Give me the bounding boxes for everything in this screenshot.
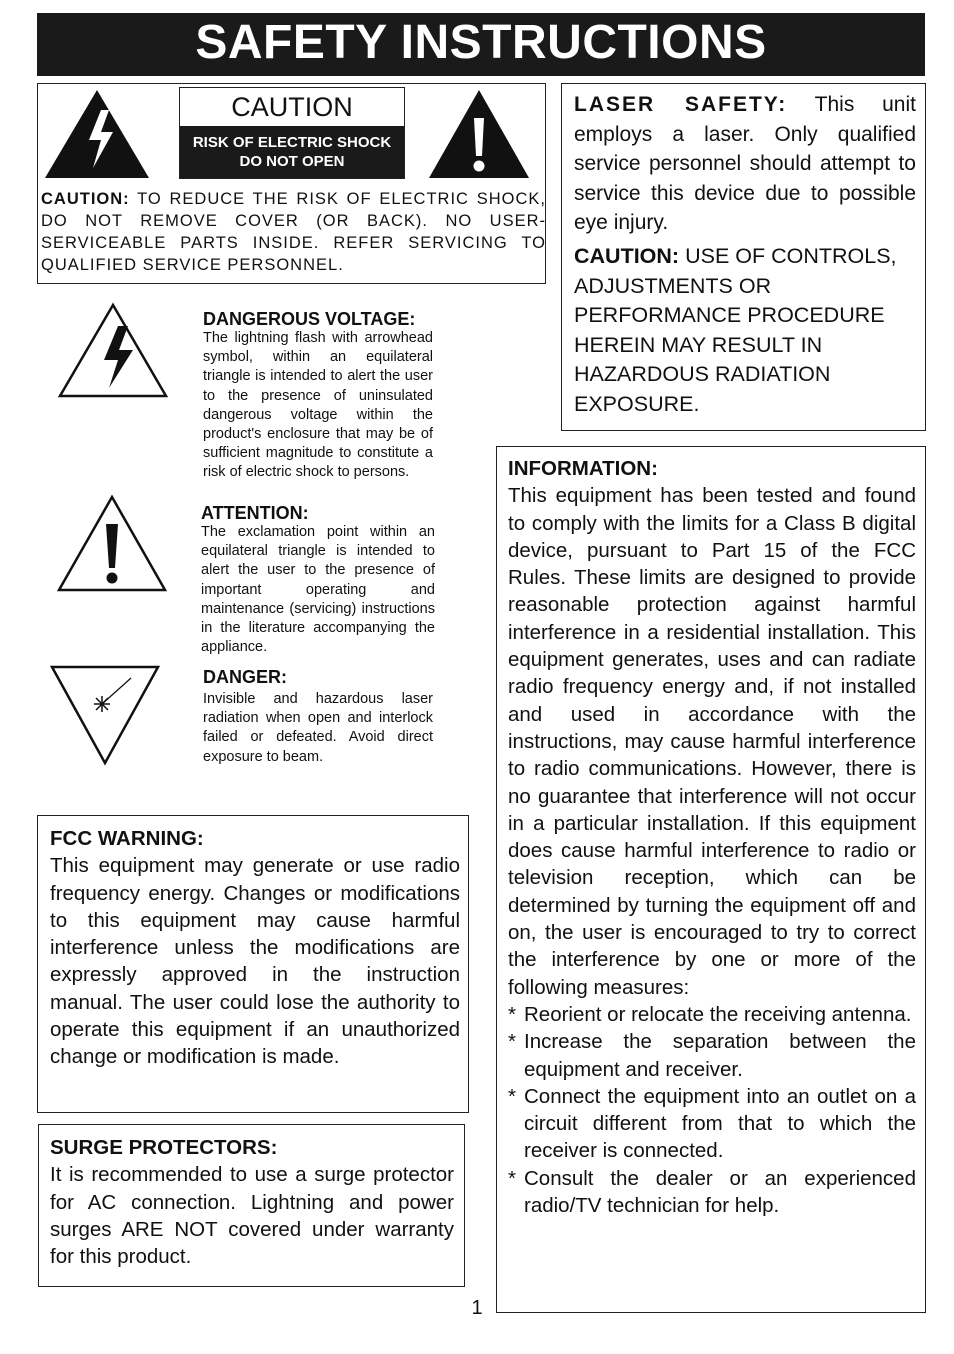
exclamation-triangle-outline-icon: [56, 494, 168, 592]
caution-label-line2: DO NOT OPEN: [239, 153, 345, 170]
laser-caution-lead: CAUTION:: [574, 244, 680, 268]
attention-title: ATTENTION:: [201, 503, 309, 523]
page-title: SAFETY INSTRUCTIONS: [37, 13, 925, 76]
laser-safety-body: This unit employs a laser. Only qualified service personnel should attempt to service this device due to possible eye injury.: [574, 93, 916, 234]
page-number: 1: [471, 1297, 483, 1319]
laser-caution-body: USE OF CONTROLS, ADJUSTMENTS OR PERFORMANCE PROCEDURE HEREIN MAY RESULT IN HAZARDOUS RADIATION EXPOSURE.: [574, 244, 897, 416]
caution-text-body: TO REDUCE THE RISK OF ELECTRIC SHOCK, DO NOT REMOVE COVER (OR BACK). NO USER-SERVICEABLE PARTS INSIDE. REFER SERVICING TO QUALIFIED SERVICE PERSONNEL.: [41, 190, 546, 274]
lightning-triangle-outline-icon: [57, 302, 169, 398]
caution-text: [41, 188, 546, 276]
fcc-warning-section: [50, 825, 460, 1071]
information-title: INFORMATION:: [508, 457, 658, 480]
information-body: This equipment has been tested and found to comply with the limits for a Class B digital device, pursuant to Part 15 of the FCC Rules. These limits are designed to provide reasonable protection against harmful interference in a residential installation. This equipment generates, uses and can radiate radio frequency energy and, if not installed and used in accordance with the instructions, may cause harmful interference to radio communications. However, there is no guarantee that interference will not occur in a particular installation. If this equipment does cause harmful interference to radio or television reception, which can be determined by turning the equipment off and on, the user is encouraged to try to correct the interference by one or more of the following measures:: [508, 484, 916, 999]
caution-label-title: CAUTION: [231, 92, 353, 122]
laser-safety-text: [574, 90, 916, 238]
caution-text-lead: CAUTION:: [41, 190, 130, 208]
surge-protectors-title: SURGE PROTECTORS:: [50, 1136, 278, 1159]
laser-triangle-icon: [49, 664, 161, 766]
list-item: * Reorient or relocate the receiving antenna.: [508, 1002, 912, 1026]
information-section: [508, 455, 916, 1219]
attention-text: The exclamation point within an equilateral triangle is intended to alert the user to the presence of important operating and maintenance (servicing) instructions in the literature accompanying the appliance.: [201, 524, 435, 656]
list-item: * Increase the separation between the equipment and receiver.: [508, 1030, 916, 1081]
danger-section: [203, 667, 433, 767]
list-item: * Consult the dealer or an experienced radio/TV technician for help.: [508, 1166, 916, 1218]
laser-safety-lead: LASER SAFETY:: [574, 93, 788, 116]
surge-protectors-section: [50, 1134, 454, 1270]
fcc-warning-body: This equipment may generate or use radio frequency energy. Changes or modifications to this equipment may cause harmful interference unless the modifications are expressly approved in the instruction manual. The user could lose the authority to operate this equipment if an unauthorized change or modification is made.: [50, 854, 460, 1069]
dangerous-voltage-title: DANGEROUS VOLTAGE:: [203, 309, 416, 329]
caution-label: [179, 87, 405, 179]
list-item: * Connect the equipment into an outlet on a circuit different from that to which the receiver is connected.: [508, 1084, 916, 1163]
dangerous-voltage-text: The lightning flash with arrowhead symbol, within an equilateral triangle is intended to alert the user to the presence of uninsulated dangerous voltage within the product's enclosure that may be of sufficient magnitude to constitute a risk of electric shock to persons.: [203, 330, 433, 481]
caution-label-line1: RISK OF ELECTRIC SHOCK: [192, 134, 392, 151]
exclamation-triangle-icon: [427, 88, 531, 180]
danger-title: DANGER:: [203, 667, 287, 687]
caution-label-warning: [180, 126, 404, 178]
laser-caution-text: [574, 242, 916, 419]
fcc-warning-title: FCC WARNING:: [50, 827, 204, 850]
dangerous-voltage-section: [203, 309, 433, 483]
attention-section: [201, 503, 435, 657]
lightning-triangle-icon: [43, 88, 151, 180]
surge-protectors-body: It is recommended to use a surge protector for AC connection. Lightning and power surges ARE NOT covered under warranty for this product.: [50, 1163, 454, 1269]
danger-text: Invisible and hazardous laser radiation when open and interlock failed or defeated. Avoid direct exposure to beam.: [203, 691, 433, 765]
